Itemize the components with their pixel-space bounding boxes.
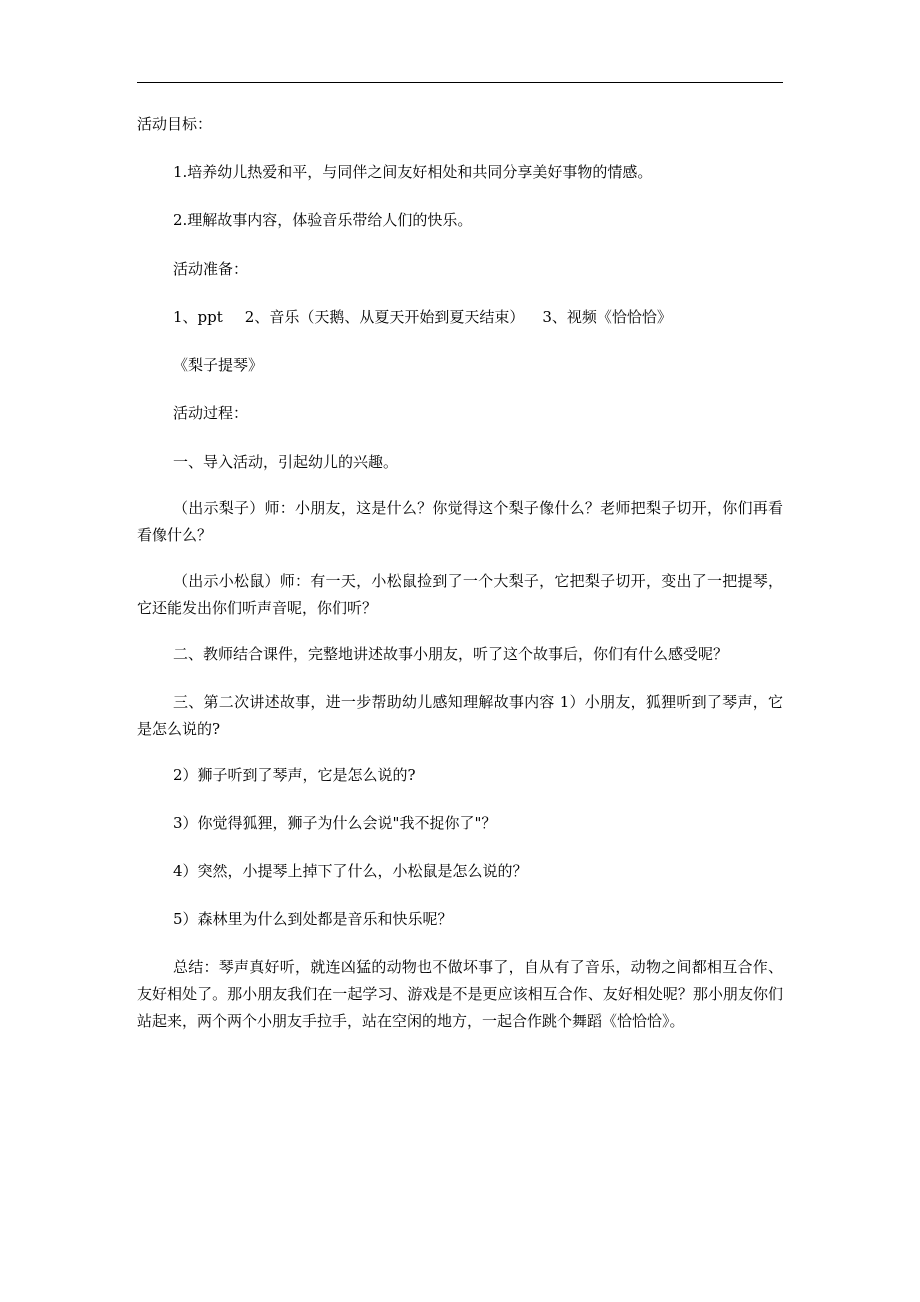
goals-heading: 活动目标： bbox=[137, 115, 213, 133]
question-2: 2）狮子听到了琴声，它是怎么说的? bbox=[173, 766, 416, 784]
prep-item-video: 3、视频《恰恰恰》 bbox=[542, 308, 672, 326]
question-5: 5）森林里为什么到处都是音乐和快乐呢？ bbox=[173, 910, 453, 928]
header-rule bbox=[137, 82, 783, 83]
prep-items-line bbox=[137, 304, 783, 331]
prep-heading: 活动准备： bbox=[173, 260, 249, 278]
question-3: 3）你觉得狐狸，狮子为什么会说"我不捉你了"？ bbox=[173, 814, 497, 832]
question-4: 4）突然，小提琴上掉下了什么，小松鼠是怎么说的？ bbox=[173, 862, 528, 880]
summary-paragraph: 总结：琴声真好听，就连凶猛的动物也不做坏事了，自从有了音乐，动物之间都相互合作、友好相处了。那小朋友我们在一起学习、游戏是不是更应该相互合作、友好相处呢？那小朋友你们站起来，两个两个小朋友手拉手，站在空闲的地方，一起合作跳个舞蹈《恰恰恰》。 bbox=[137, 958, 783, 1030]
step-1: 一、导入活动，引起幼儿的兴趣。 bbox=[173, 453, 399, 471]
goal-item-2: 2.理解故事内容，体验音乐带给人们的快乐。 bbox=[173, 211, 473, 229]
prep-item-ppt: 1、ppt bbox=[173, 308, 223, 326]
process-heading: 活动过程： bbox=[173, 404, 249, 422]
goal-item-1: 1.培养幼儿热爱和平，与同伴之间友好相处和共同分享美好事物的情感。 bbox=[173, 163, 653, 181]
para-pear: （出示梨子）师：小朋友，这是什么？你觉得这个梨子像什么？老师把梨子切开，你们再看看像什么？ bbox=[137, 499, 783, 544]
story-title: 《梨子提琴》 bbox=[173, 356, 264, 374]
para-squirrel: （出示小松鼠）师：有一天，小松鼠捡到了一个大梨子，它把梨子切开，变出了一把提琴，它还能发出你们听声音呢，你们听？ bbox=[137, 572, 783, 617]
step-3: 三、第二次讲述故事，进一步帮助幼儿感知理解故事内容 1）小朋友，狐狸听到了琴声，它是怎么说的? bbox=[137, 693, 783, 738]
step-2: 二、教师结合课件，完整地讲述故事小朋友，听了这个故事后，你们有什么感受呢？ bbox=[173, 645, 729, 663]
prep-item-music: 2、音乐（天鹅、从夏天开始到夏天结束） bbox=[244, 308, 525, 326]
